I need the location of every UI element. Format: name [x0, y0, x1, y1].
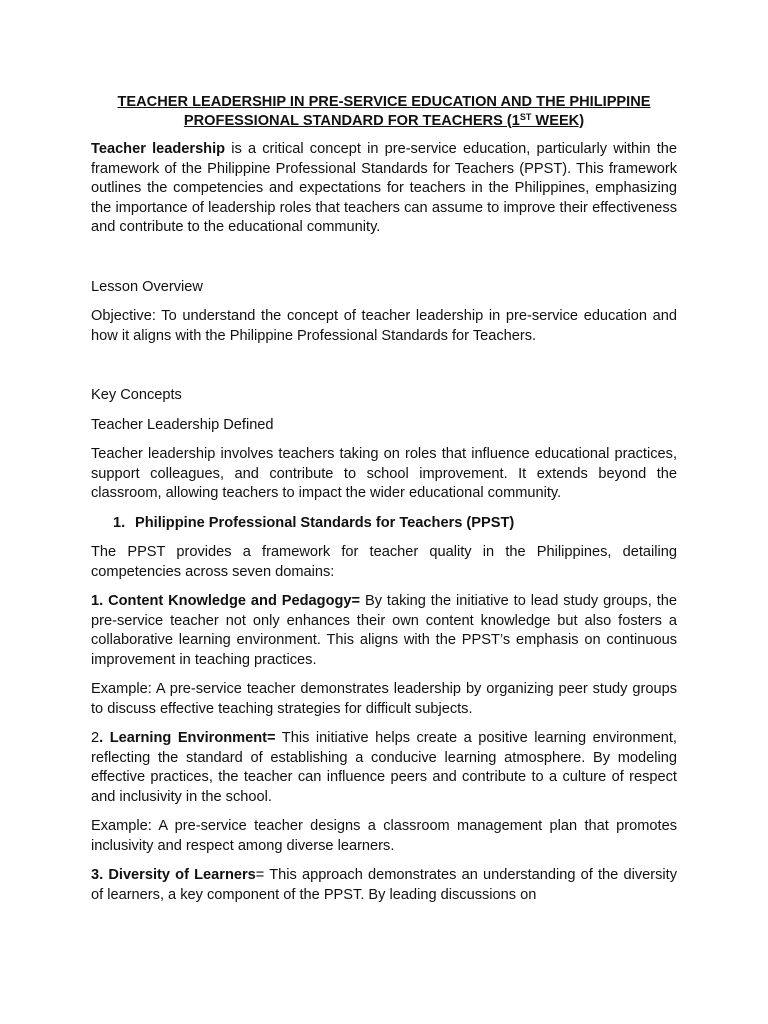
domain-2-prefix: 2: [91, 730, 100, 746]
lesson-objective: Objective: To understand the concept of teacher leadership in pre-service education and how it aligns with the Philippine Professional Standards for Teachers.: [91, 308, 677, 344]
domain-1-paragraph: [91, 592, 677, 670]
document-page: [91, 93, 677, 915]
intro-bold-term: Teacher leadership: [91, 141, 226, 157]
domain-3-text: = This approach demonstrates an understanding of the diversity of learners, a key component of the PPST. By leading discussions on: [91, 867, 677, 903]
teacher-leadership-definition: Teacher leadership involves teachers taking on roles that influence educational practices, support colleagues, and contribute to school improvement. It extends beyond the classroom, allowing teachers to impact the wider educational community.: [91, 446, 677, 501]
title-line-2-pre: PROFESSIONAL STANDARD FOR TEACHERS (1: [183, 112, 520, 129]
ppst-list-heading: [91, 514, 677, 534]
title-line-2-post: WEEK): [531, 112, 585, 129]
intro-text: is a critical concept in pre-service education, particularly within the framework of the Philippine Professional Standards for Teachers (PPST). This framework outlines the competencies and expectations for teachers in the Philippines, emphasizing the importance of leadership roles that teachers can assume to improve their effectiveness and contribute to the educational community.: [91, 141, 677, 235]
ppst-heading-text: Philippine Professional Standards for Teachers (PPST): [135, 514, 515, 531]
title-line-1: TEACHER LEADERSHIP IN PRE-SERVICE EDUCATION AND THE PHILIPPINE: [117, 94, 651, 110]
intro-paragraph: [91, 140, 677, 238]
domain-2-title: . Learning Environment=: [99, 730, 276, 746]
domain-2-text: This initiative helps create a positive learning environment, reflecting the standard of establishing a conducive learning atmosphere. By modeling effective practices, the teacher can influence peers and contribute to a culture of respect and inclusivity in the school.: [91, 730, 677, 805]
ppst-intro: The PPST provides a framework for teacher quality in the Philippines, detailing competencies across seven domains:: [91, 544, 677, 580]
domain-2-example: Example: A pre-service teacher designs a classroom management plan that promotes inclusivity and respect among diverse learners.: [91, 818, 677, 854]
domain-1-text: By taking the initiative to lead study groups, the pre-service teacher not only enhances their own content knowledge but also fosters a collaborative learning environment. This aligns with the PPST’s emphasis on continuous improvement in teaching practices.: [91, 593, 677, 668]
spacer: [91, 248, 677, 278]
ppst-list-number: 1.: [113, 514, 126, 531]
teacher-leadership-defined-heading: Teacher Leadership Defined: [91, 416, 274, 433]
domain-3-paragraph: [91, 866, 677, 905]
document-title: [91, 93, 677, 130]
title-line-2: [91, 112, 677, 131]
domain-2-paragraph: [91, 729, 677, 807]
key-concepts-heading: Key Concepts: [91, 387, 182, 403]
lesson-overview-heading: Lesson Overview: [91, 278, 203, 295]
domain-3-title: 3. Diversity of Learners: [91, 867, 256, 883]
domain-1-example: Example: A pre-service teacher demonstrates leadership by organizing peer study groups to discuss effective teaching strategies for difficult subjects.: [91, 681, 677, 717]
title-superscript: ST: [519, 111, 532, 122]
domain-1-title: 1. Content Knowledge and Pedagogy=: [91, 593, 361, 609]
spacer: [91, 356, 677, 386]
